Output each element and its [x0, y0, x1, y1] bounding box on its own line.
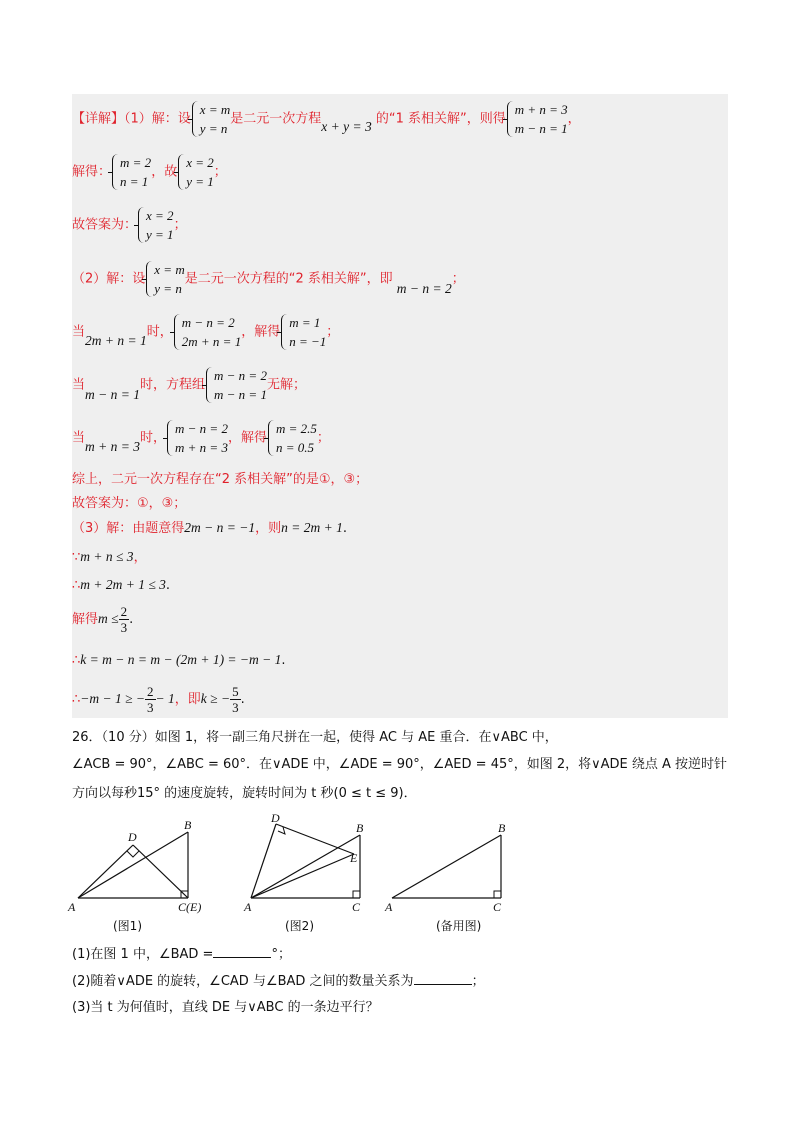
solution-line-15: [72, 684, 245, 715]
solution-line-12: [72, 577, 170, 594]
label-a: A: [244, 900, 252, 914]
system-row: m − n = 2: [181, 315, 235, 330]
denominator: 3: [232, 700, 239, 715]
text: 的“1 系相关解”，则得: [375, 111, 506, 127]
text: 时，方程组: [140, 377, 206, 393]
solution-line-11: [72, 549, 147, 566]
label-b: B: [498, 821, 506, 835]
equation-system: [280, 313, 326, 351]
text: ；: [316, 430, 330, 446]
system-row: n = −1: [289, 334, 327, 349]
text: ；: [326, 324, 340, 340]
text: ；: [173, 217, 187, 233]
label-d: D: [271, 811, 280, 825]
figure-2: [243, 811, 364, 914]
detail-label: 【详解】: [72, 111, 125, 127]
system-row: n = 0.5: [275, 440, 314, 455]
fraction: [230, 684, 241, 715]
system-row: n = 1: [120, 174, 149, 189]
sub-question-3: (3)当 t 为何值时，直线 DE 与∨ABC 的一条边平行？: [72, 1000, 379, 1015]
right-angle-mark-c: [353, 891, 360, 898]
label-b: B: [356, 821, 364, 835]
solution-line-8: 综上，二元一次方程存在“2 系相关解”的是①，③；: [72, 472, 369, 487]
equation: m − n = 2: [396, 280, 452, 296]
equation: 2m + n = 1: [85, 332, 147, 348]
text: .: [342, 521, 348, 536]
system-row: 2m + n = 1: [181, 334, 242, 349]
segment-de: [276, 824, 354, 854]
text: ，解得: [241, 324, 281, 340]
solution-line-7: [72, 419, 330, 457]
therefore-symbol: ∴: [72, 578, 81, 593]
numerator: 5: [232, 684, 239, 699]
sub-question-2: [72, 972, 485, 990]
answer-blank[interactable]: [414, 972, 472, 985]
equation-system: [191, 100, 230, 138]
text: ；: [451, 271, 465, 287]
label-a: A: [385, 900, 393, 914]
system-row: x = m: [154, 262, 185, 277]
system-row: m + n = 3: [514, 102, 568, 117]
segment-ab: [251, 835, 360, 898]
system-row: y = n: [199, 121, 228, 136]
text: 当: [72, 430, 86, 446]
right-angle-mark-d: [127, 851, 139, 857]
system-row: y = n: [154, 281, 182, 296]
solution-line-2: [72, 153, 227, 191]
text: 解得：: [72, 164, 112, 180]
system-row: y = 1: [186, 174, 214, 189]
equation: k = m − n = m − (2m + 1) = −m − 1: [80, 652, 282, 667]
question-line-3: 方向以每秒15° 的速度旋转，旋转时间为 t 秒(0 ≤ t ≤ 9)．: [72, 786, 417, 801]
text: ；: [213, 164, 227, 180]
equation: n = 2m + 1: [281, 520, 343, 535]
text: °；: [271, 947, 291, 962]
label-ce: C(E): [178, 900, 202, 914]
equation: m − n = 1: [85, 386, 140, 402]
because-symbol: ∵: [72, 550, 81, 565]
equation-system: [177, 153, 214, 191]
text: 无解；: [266, 377, 306, 393]
text: ，: [133, 550, 147, 565]
text: ；: [471, 974, 485, 989]
equation-system: [506, 100, 568, 138]
equation-system: [173, 313, 241, 351]
solution-line-10: [72, 520, 347, 537]
text: .: [281, 653, 286, 668]
equation-system: [267, 419, 317, 457]
fraction: [145, 684, 156, 715]
system-row: m − n = 1: [514, 121, 568, 136]
segment-ae: [251, 854, 354, 898]
segment-ad: [251, 824, 276, 898]
label-e: E: [350, 851, 358, 865]
system-row: m − n = 1: [214, 387, 267, 402]
system-row: m + n = 3: [175, 440, 228, 455]
part-1-intro: （1）解：设: [124, 111, 191, 127]
text: 当: [72, 324, 86, 340]
question-line-1: 26．（10 分）如图 1，将一副三角尺拼在一起，使得 AC 与 AE 重合．在∨ABC 中，: [72, 730, 558, 745]
system-row: x = 2: [146, 208, 174, 223]
solution-line-14: [72, 652, 286, 669]
system-row: x = 2: [186, 155, 214, 170]
system-row: m − n = 2: [214, 368, 267, 383]
equation-system: [145, 260, 184, 298]
equation-system: [166, 419, 228, 457]
text: ，故: [151, 164, 178, 180]
text: 是二元一次方程: [230, 111, 322, 127]
sub-question-1: [72, 945, 291, 963]
text: .: [240, 692, 245, 707]
denominator: 3: [120, 620, 128, 635]
figure-2-caption: (图2): [285, 919, 314, 933]
text: （3）解：由题意得: [72, 521, 185, 536]
text: 当: [72, 377, 86, 393]
answer-blank[interactable]: [213, 945, 271, 958]
system-row: x = m: [199, 102, 231, 117]
segment-ad: [78, 845, 133, 898]
equation: m + n ≤ 3: [80, 549, 134, 564]
equation: m + n = 3: [85, 438, 140, 454]
question-line-2: ∠ACB = 90°，∠ABC = 60°．在∨ADE 中，∠ADE = 90°，∠AED = 45°，如图 2，将∨ADE 绕点 A 按逆时针: [72, 757, 728, 772]
solution-line-13: [72, 604, 133, 635]
equation-system: [111, 153, 151, 191]
therefore-symbol: ∴: [72, 653, 81, 668]
solution-line-3: [72, 206, 187, 244]
equation: m ≤: [98, 611, 119, 626]
label-b: B: [184, 818, 192, 832]
label-c: C: [493, 900, 502, 914]
equation: −m − 1 ≥ −: [80, 691, 146, 706]
solution-line-5: [72, 313, 339, 351]
figure-3: [384, 821, 506, 914]
system-row: m = 2: [120, 155, 152, 170]
numerator: 2: [120, 604, 128, 619]
text: ，: [567, 111, 581, 127]
figure-1-caption: (图1): [113, 919, 142, 933]
equation: x + y = 3: [321, 118, 372, 134]
right-angle-mark-c: [494, 891, 501, 898]
solution-line-9: 故答案为：①，③；: [72, 496, 187, 511]
label-d: D: [128, 830, 137, 844]
denominator: 3: [147, 700, 154, 715]
text: （2）解：设: [72, 271, 146, 287]
segment-ab: [392, 835, 501, 898]
equation: − 1: [155, 691, 175, 706]
system-row: m = 1: [289, 315, 321, 330]
solution-line-6: [72, 366, 306, 404]
equation-system: [137, 206, 174, 244]
equation: 2m − n = −1: [184, 520, 256, 535]
text: 故答案为：: [72, 217, 138, 233]
solution-line-1: [72, 100, 581, 138]
figure-1: [67, 818, 201, 914]
therefore-symbol: ∴: [72, 692, 81, 707]
right-angle-mark-d: [278, 827, 285, 834]
text: 时，: [146, 324, 173, 340]
text: .: [129, 612, 134, 627]
text: 是二元一次方程的“2 系相关解”，即: [184, 271, 393, 287]
text: 解得: [72, 612, 99, 627]
system-row: y = 1: [146, 227, 174, 242]
fraction: [119, 604, 130, 635]
text: (2)随着∨ADE 的旋转，∠CAD 与∠BAD 之间的数量关系为: [72, 974, 414, 989]
text: (1)在图 1 中，∠BAD =: [72, 947, 214, 962]
text: .: [165, 578, 171, 593]
text: 时，: [140, 430, 167, 446]
label-a: A: [68, 900, 76, 914]
system-row: m = 2.5: [275, 421, 317, 436]
text: ，即: [174, 692, 201, 707]
label-c: C: [352, 900, 361, 914]
equation-system: [205, 366, 267, 404]
numerator: 2: [147, 684, 154, 699]
figure-3-caption: (备用图): [436, 919, 482, 933]
text: ，解得: [227, 430, 267, 446]
equation: k ≥ −: [200, 691, 231, 706]
text: ，则: [255, 521, 282, 536]
segment-de: [133, 845, 188, 898]
equation: m + 2m + 1 ≤ 3: [80, 577, 166, 592]
system-row: m − n = 2: [175, 421, 228, 436]
solution-line-4: [72, 260, 465, 298]
